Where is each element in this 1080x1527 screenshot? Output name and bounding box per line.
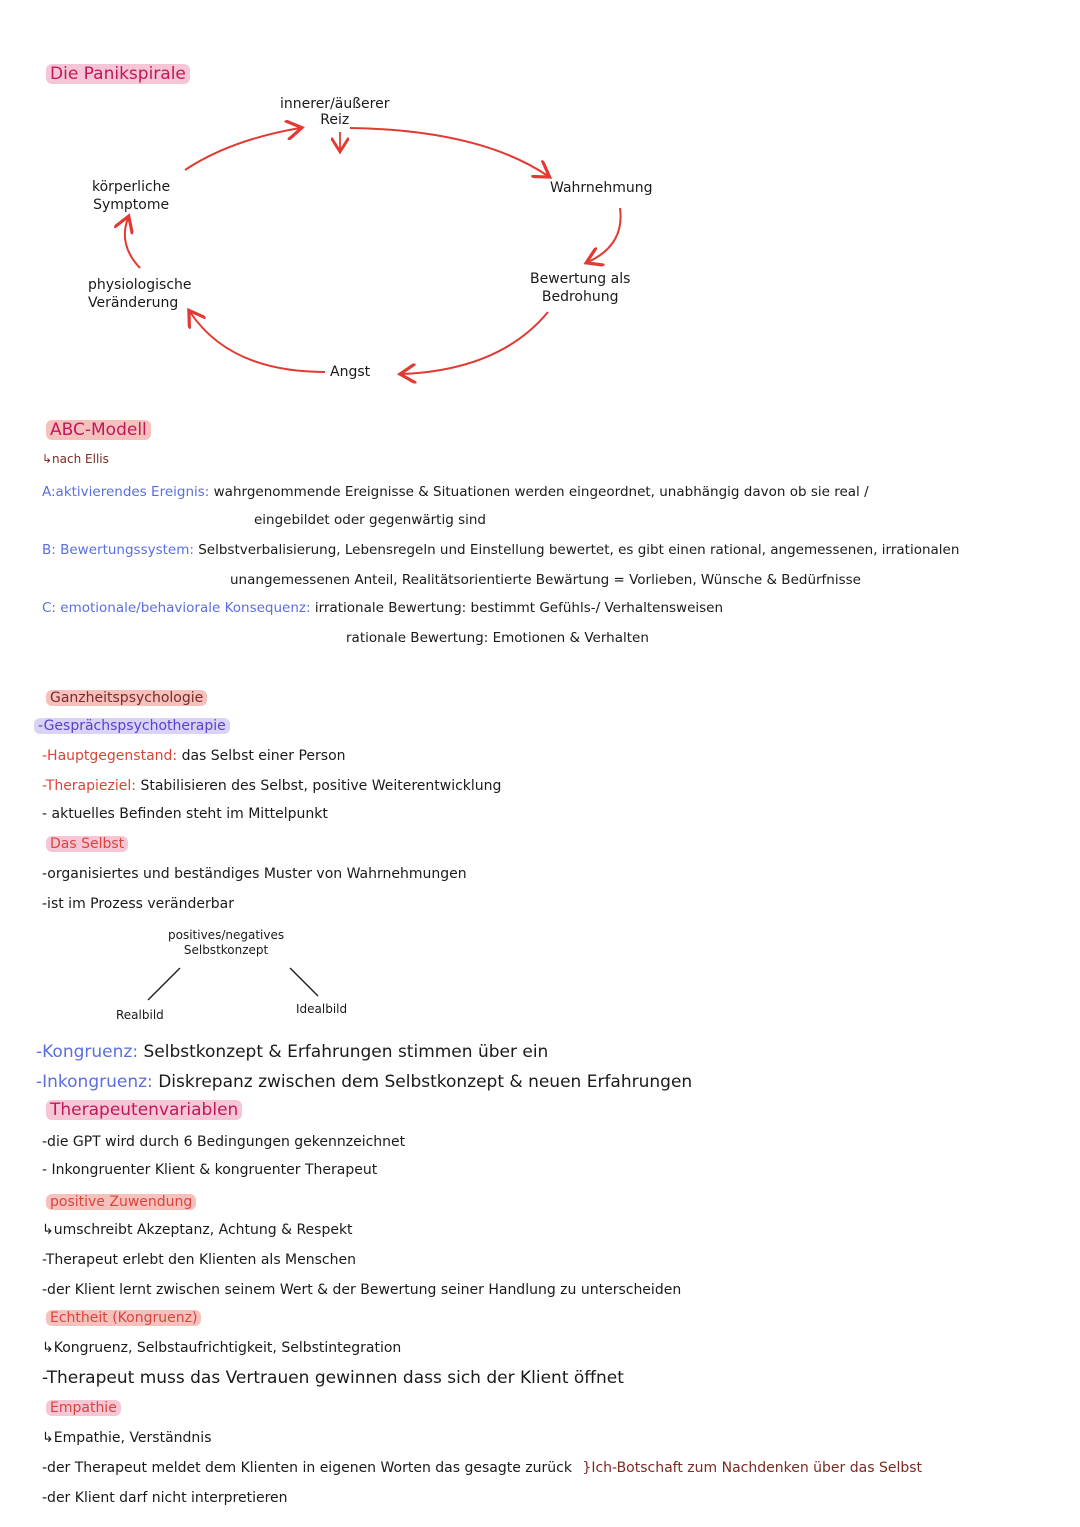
selbst-line-1: -organisiertes und beständiges Muster von Wahrnehmungen	[42, 866, 467, 882]
thera-line-1: -die GPT wird durch 6 Bedingungen gekennzeichnet	[42, 1134, 406, 1150]
empathie-line-3: -der Klient darf nicht interpretieren	[42, 1490, 288, 1506]
empathie-line-1: ↳Empathie, Verständnis	[42, 1430, 212, 1446]
selbst-line-2: -ist im Prozess veränderbar	[42, 896, 234, 912]
abc-nach-ellis: ↳nach Ellis	[42, 452, 109, 466]
thera-title: Therapeutenvariablen	[46, 1100, 242, 1120]
gpt-title: -Gesprächspsychotherapie	[34, 718, 230, 734]
abc-b-line2: unangemessenen Anteil, Realitätsorientierte Bewärtung = Vorlieben, Wünsche & Bedürfnisse	[230, 572, 861, 588]
echtheit-line-2: -Therapeut muss das Vertrauen gewinnen dass sich der Klient öffnet	[42, 1368, 624, 1388]
branch-idealbild	[290, 968, 318, 996]
abc-title: ABC-Modell	[46, 420, 151, 440]
reiz-label: innerer/äußerer Reiz	[280, 96, 390, 128]
arrow-bewertung-to-angst	[402, 312, 548, 374]
ganz-title: Ganzheitspsychologie	[46, 690, 207, 706]
zuwendung-line-3: -der Klient lernt zwischen seinem Wert & der Bewertung seiner Handlung zu unterscheiden	[42, 1282, 682, 1298]
symptome-label: körperliche Symptome	[92, 179, 171, 213]
zuwendung-line-1: ↳umschreibt Akzeptanz, Achtung & Respekt	[42, 1222, 353, 1238]
physio-label: physiologische Veränderung	[88, 277, 192, 311]
abc-a-line: A:aktivierendes Ereignis: wahrgenommende Ereignisse & Situationen werden eingeordnet, unabhängig davon ob sie real /	[42, 484, 869, 500]
echtheit-line-1: ↳Kongruenz, Selbstaufrichtigkeit, Selbstintegration	[42, 1340, 402, 1356]
arrow-wahrnehmung-to-bewertung	[588, 208, 621, 262]
thera-line-2: - Inkongruenter Klient & kongruenter Therapeut	[42, 1162, 378, 1178]
angst-label: Angst	[330, 364, 371, 380]
panic-title: Die Panikspirale	[46, 64, 190, 84]
empathie-title: Empathie	[46, 1400, 121, 1416]
befinden-line: - aktuelles Befinden steht im Mittelpunkt	[42, 806, 328, 822]
abc-b-line: B: Bewertungssystem: Selbstverbalisierung, Lebensregeln und Einstellung bewertet, es gibt einen rational, angemessenen, irrationalen	[42, 542, 960, 558]
wahrnehmung-label: Wahrnehmung	[550, 180, 653, 196]
kongruenz-line: -Kongruenz: Selbstkonzept & Erfahrungen stimmen über ein	[36, 1042, 549, 1062]
realbild-label: Realbild	[116, 1008, 164, 1022]
abc-a-line2: eingebildet oder gegenwärtig sind	[254, 512, 486, 528]
selbstkonzept-label: positives/negatives Selbstkonzept	[168, 928, 285, 957]
selbst-title: Das Selbst	[46, 836, 128, 852]
branch-realbild	[148, 968, 180, 1000]
abc-c-line: C: emotionale/behaviorale Konsequenz: irrationale Bewertung: bestimmt Gefühls-/ Verhaltensweisen	[42, 600, 724, 616]
selbstkonzept-branches	[0, 0, 400, 1020]
zuwendung-line-2: -Therapeut erlebt den Klienten als Menschen	[42, 1252, 356, 1268]
abc-c-line2: rationale Bewertung: Emotionen & Verhalten	[346, 630, 649, 646]
ziel-line: -Therapieziel: Stabilisieren des Selbst, positive Weiterentwicklung	[42, 778, 502, 794]
empathie-line-2: -der Therapeut meldet dem Klienten in eigenen Worten das gesagte zurück }Ich-Botschaft zum Nachdenken über das Selbst	[42, 1460, 923, 1476]
haupt-line: -Hauptgegenstand: das Selbst einer Person	[42, 748, 346, 764]
idealbild-label: Idealbild	[296, 1002, 348, 1016]
zuwendung-title: positive Zuwendung	[46, 1194, 196, 1210]
bewertung-label: Bewertung als Bedrohung	[530, 271, 631, 305]
inkongruenz-line: -Inkongruenz: Diskrepanz zwischen dem Selbstkonzept & neuen Erfahrungen	[36, 1072, 693, 1092]
echtheit-title: Echtheit (Kongruenz)	[46, 1310, 201, 1326]
